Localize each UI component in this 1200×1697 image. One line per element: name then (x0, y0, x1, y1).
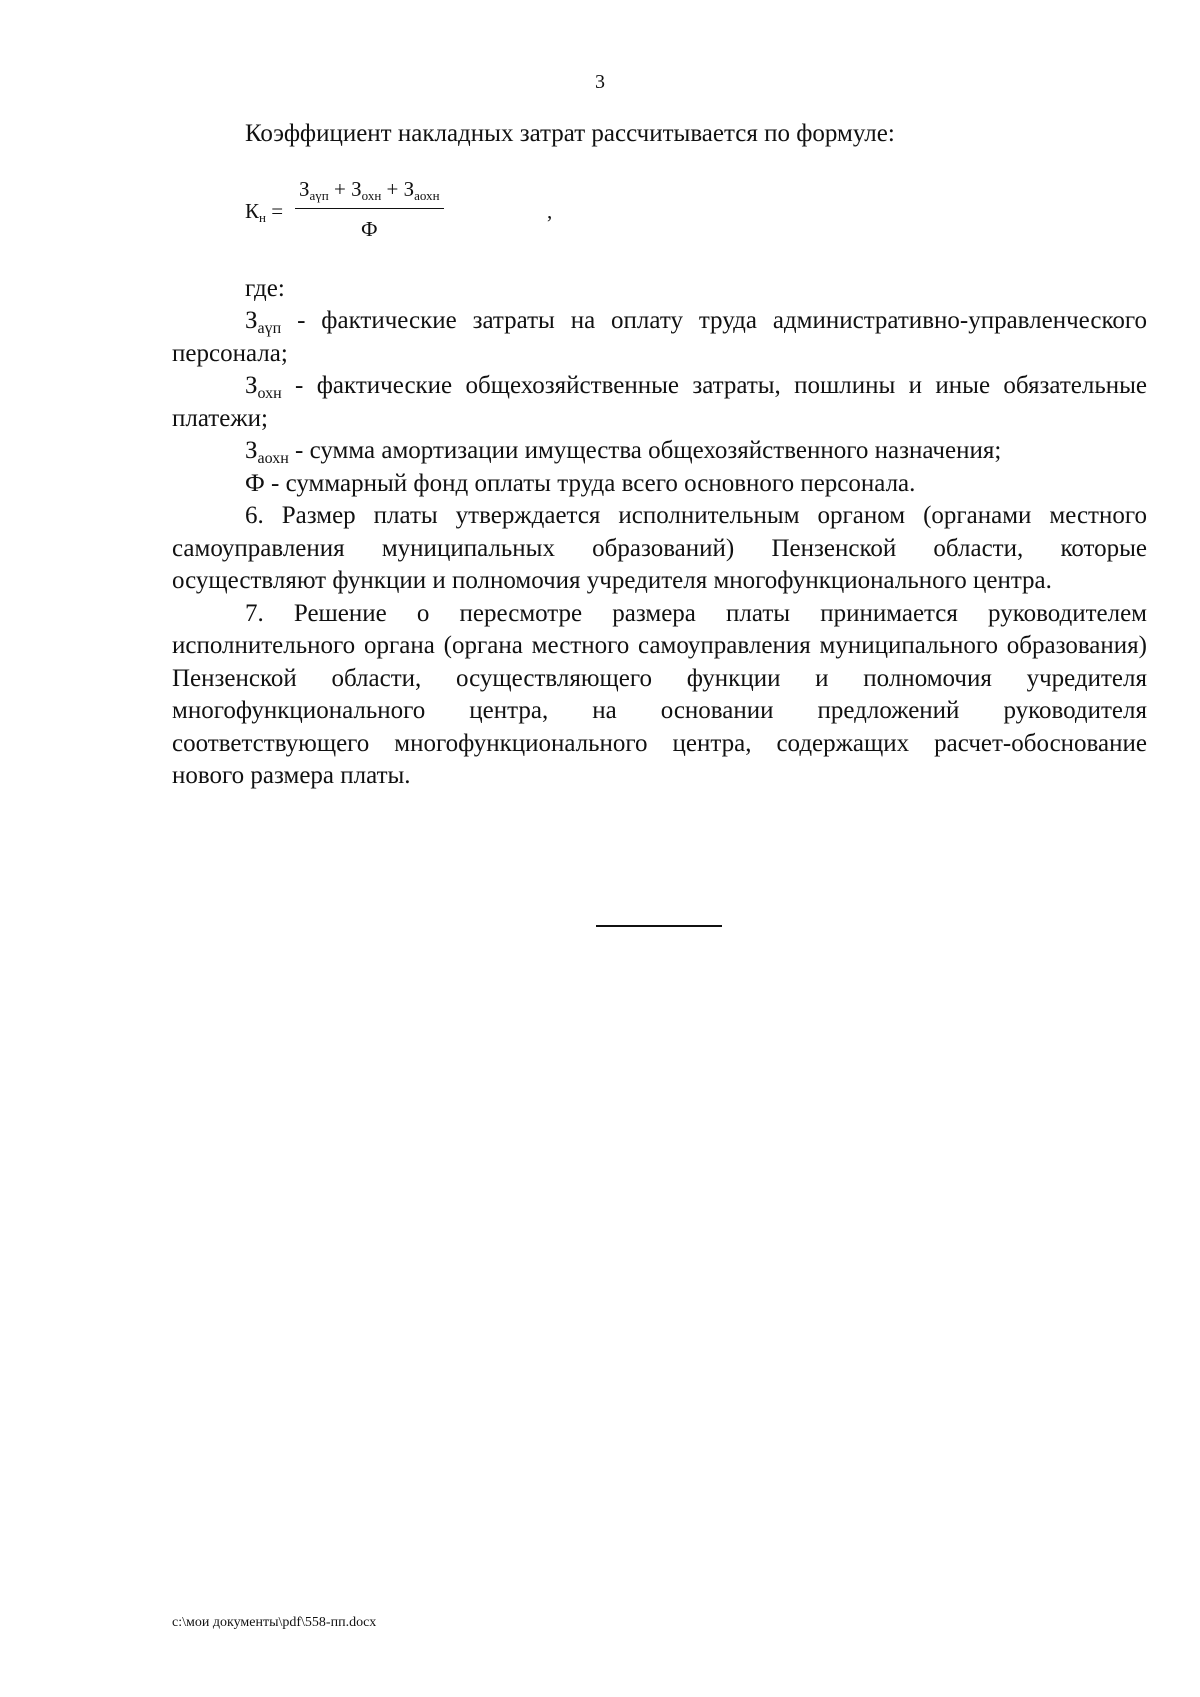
end-of-document-rule (596, 925, 722, 927)
definition-item: $З_{охн}$ - фактические общехозяйственные затраты, пошлины и иные обязательные платежи; (172, 372, 1147, 432)
definition-item: $З_{аүп}$ - фактические затраты на оплату труда административно-управленческого персонала; (172, 307, 1147, 367)
formula-comma: , (547, 198, 553, 223)
document-body (172, 118, 1147, 793)
where-label: где: (245, 274, 285, 302)
formula-denominator: Ф (360, 217, 378, 241)
formula-intro: Коэффициент накладных затрат рассчитывается по формуле: (245, 120, 895, 147)
paragraph-number: 6. (245, 502, 264, 529)
formula-lhs: $К_н$ = (245, 198, 284, 225)
page-number: 3 (595, 71, 605, 93)
paragraph-7: 7. Решение о пересмотре размера платы принимается руководителем исполнительного органа (органа местного самоуправления муниципального образования) Пензенской области, осуществляющего функции и полномочия учредителя многофункционального центра, на основании предложений руководителя соответствующего многофункционального центра, содержащих расчет-обоснование нового размера платы. (172, 599, 1147, 789)
formula-fraction (295, 173, 444, 246)
definition-item: Ф - суммарный фонд оплаты труда всего основного персонала. (245, 469, 916, 497)
overhead-coefficient-formula (245, 173, 1147, 245)
definition-item: $З_{аохн}$ - сумма амортизации имущества общехозяйственного назначения; (245, 437, 1002, 467)
formula-numerator: $З_{аүп} + З_{охн} + З_{аохн}$ (299, 176, 440, 203)
paragraph-6: 6. Размер платы утверждается исполнительным органом (органами местного самоуправления муниципальных образований) Пензенской области, которые осуществляют функции и полномочия учредителя многофункционального центра. (172, 502, 1147, 594)
footer-file-path: c:\мои документы\pdf\558-пп.docx (172, 1615, 377, 1630)
paragraph-number: 7. (245, 599, 264, 627)
